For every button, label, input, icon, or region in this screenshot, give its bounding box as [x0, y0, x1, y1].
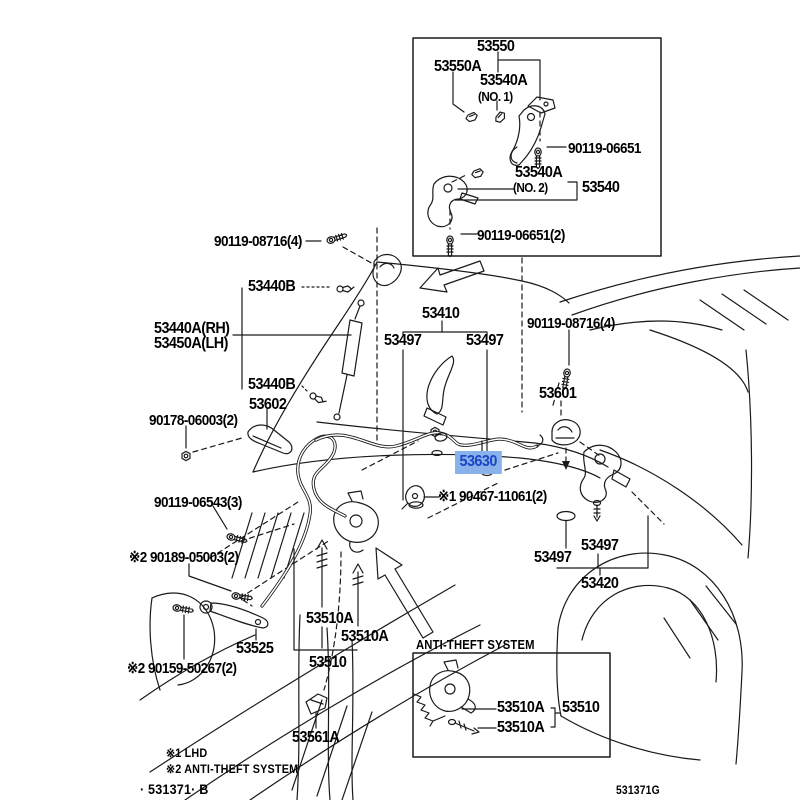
part-label-53525[interactable]: 53525	[236, 640, 274, 657]
part-label-90119-08716-4-left[interactable]: 90119-08716(4)	[214, 233, 302, 250]
part-label-53497-lower-right[interactable]: 53497	[581, 537, 619, 554]
footnote-lhd: ※1 LHD	[166, 746, 208, 760]
part-label-53497-upper-right[interactable]: 53497	[466, 332, 504, 349]
part-label-53601[interactable]: 53601	[539, 385, 577, 402]
part-label-53630-highlighted[interactable]: 53630	[455, 451, 501, 474]
part-label-53561a[interactable]: 53561A	[292, 729, 340, 746]
part-label-53550a[interactable]: 53550A	[434, 58, 482, 75]
part-label-53510a-1[interactable]: 53510A	[306, 610, 354, 627]
part-label-53440b-bottom[interactable]: 53440B	[248, 376, 296, 393]
part-label-53540[interactable]: 53540	[582, 179, 620, 196]
part-label-53450a-lh[interactable]: 53450A(LH)	[154, 335, 228, 352]
part-label-53440b-top[interactable]: 53440B	[248, 278, 296, 295]
part-label-53602[interactable]: 53602	[249, 396, 287, 413]
part-label-90119-06651[interactable]: 90119-06651	[568, 140, 641, 157]
part-label-90159-50267-2[interactable]: ※2 90159-50267(2)	[127, 660, 237, 677]
part-label-53440a-rh[interactable]: 53440A(RH)	[154, 320, 230, 337]
part-label-53540a-no2[interactable]: 53540A	[515, 164, 563, 181]
part-label-53410[interactable]: 53410	[422, 305, 460, 322]
part-label-53510a-2[interactable]: 53510A	[341, 628, 389, 645]
part-label-53540a-no1[interactable]: 53540A	[480, 72, 528, 89]
part-label-90119-06651-2[interactable]: 90119-06651(2)	[477, 227, 565, 244]
figure-code-left: · 531371· B	[140, 781, 209, 797]
part-label-53420[interactable]: 53420	[581, 575, 619, 592]
part-label-53510-box[interactable]: 53510	[562, 699, 600, 716]
part-label-no1-suffix: (NO. 1)	[478, 89, 513, 104]
part-label-no2-suffix: (NO. 2)	[513, 180, 548, 195]
anti-theft-box-title: ANTI-THEFT SYSTEM	[416, 638, 535, 652]
part-label-90189-05003-2[interactable]: ※2 90189-05003(2)	[129, 549, 239, 566]
part-label-53510a-box2[interactable]: 53510A	[497, 719, 545, 736]
part-label-90119-08716-4-right[interactable]: 90119-08716(4)	[527, 315, 615, 332]
figure-code-right: 531371G	[616, 785, 660, 797]
part-label-53497-lower-left[interactable]: 53497	[534, 549, 572, 566]
part-label-90467-11061-2[interactable]: ※1 90467-11061(2)	[438, 488, 547, 505]
part-label-53510[interactable]: 53510	[309, 654, 347, 671]
footnote-anti-theft: ※2 ANTI-THEFT SYSTEM	[166, 762, 299, 776]
part-label-90119-06543-3[interactable]: 90119-06543(3)	[154, 494, 242, 511]
part-label-53510a-box1[interactable]: 53510A	[497, 699, 545, 716]
part-label-53550[interactable]: 53550	[477, 38, 515, 55]
part-label-53497-upper-left[interactable]: 53497	[384, 332, 422, 349]
part-label-90178-06003-2[interactable]: 90178-06003(2)	[149, 412, 238, 429]
